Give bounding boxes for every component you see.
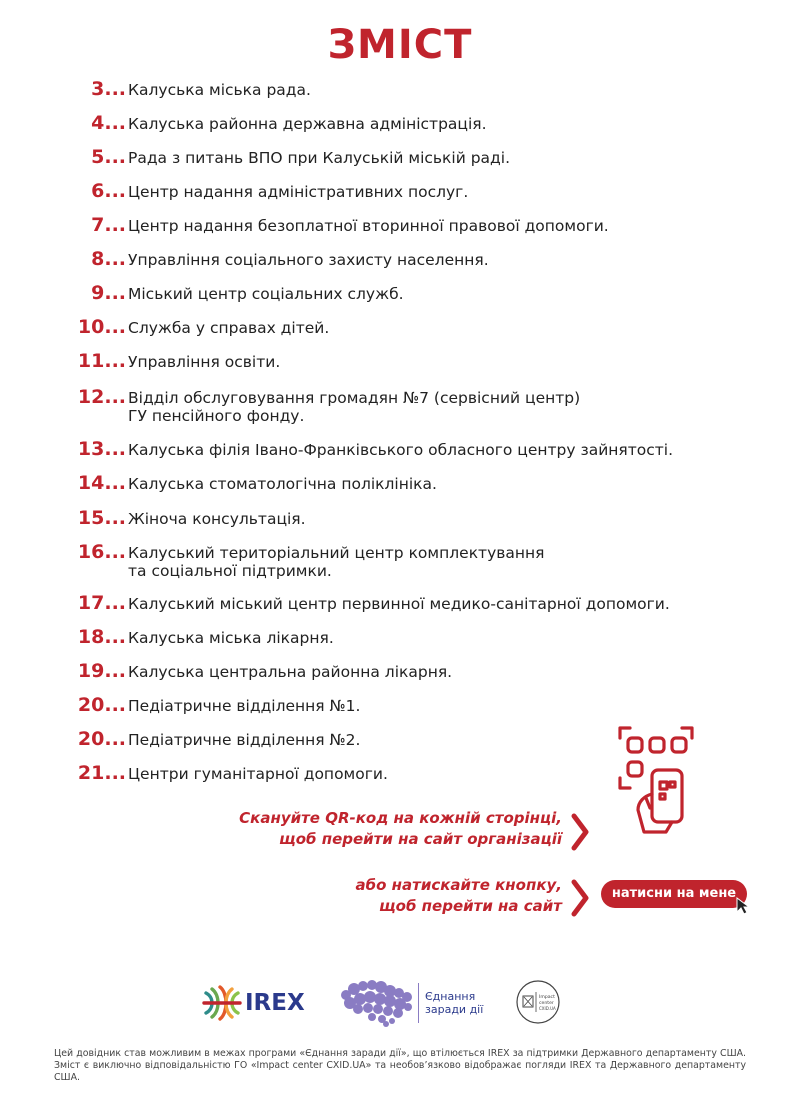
toc-page-number: 3... xyxy=(91,78,126,100)
toc-item[interactable] xyxy=(0,694,720,716)
toc-label: Калуська районна державна адміністрація. xyxy=(128,115,487,133)
toc-page-number: 21... xyxy=(77,762,126,784)
toc-item[interactable] xyxy=(0,248,720,270)
toc-label: Центр надання адміністративних послуг. xyxy=(128,183,469,201)
logo-divider xyxy=(418,983,419,1023)
toc-item[interactable] xyxy=(0,660,720,682)
toc-page-number: 13... xyxy=(77,438,126,460)
page-title: ЗМІСТ xyxy=(327,22,473,68)
toc-label: Калуський територіальний центр комплектування та соціальної підтримки. xyxy=(128,544,545,580)
toc-label: Педіатричне відділення №2. xyxy=(128,731,361,749)
toc-page-number: 16... xyxy=(77,541,126,563)
toc-item[interactable] xyxy=(0,541,720,580)
toc-page-number: 17... xyxy=(77,592,126,614)
toc-item[interactable] xyxy=(0,214,720,236)
qr-instruction-line: щоб перейти на сайт організації xyxy=(279,830,562,848)
toc-label: Управління соціального захисту населення. xyxy=(128,251,489,269)
toc-item[interactable] xyxy=(0,350,720,372)
toc-page-number: 8... xyxy=(91,248,126,270)
toc-page-number: 5... xyxy=(91,146,126,168)
toc-page-number: 18... xyxy=(77,626,126,648)
toc-page-number: 12... xyxy=(77,386,126,408)
toc-page-number: 6... xyxy=(91,180,126,202)
toc-label: Калуська центральна районна лікарня. xyxy=(128,663,453,681)
toc-label: Рада з питань ВПО при Калуській міській раді. xyxy=(128,149,510,167)
toc-item[interactable] xyxy=(0,472,720,494)
toc-item[interactable] xyxy=(0,762,720,784)
toc-item[interactable] xyxy=(0,507,720,529)
toc-label: Центри гуманітарної допомоги. xyxy=(128,765,388,783)
toc-label: Калуська міська рада. xyxy=(128,81,311,99)
unity-logo-text xyxy=(425,990,483,1016)
toc-label: Управління освіти. xyxy=(128,353,281,371)
toc-item[interactable] xyxy=(0,626,720,648)
disclaimer-text: Цей довідник став можливим в межах програми «Єднання заради дії», що втілюється IREX за підтримки Державного департаменту США. Зміст є виключно відповідальністю ГО «Impact center CXID.UA» та необов’язково відображає погляди IREX та Державного департаменту США. xyxy=(54,1048,746,1083)
partner-logos xyxy=(0,975,800,1035)
toc-item[interactable] xyxy=(0,282,720,304)
unity-logo-line: Єднання xyxy=(425,990,476,1003)
toc-page-number: 15... xyxy=(77,507,126,529)
toc-label: Калуська міська лікарня. xyxy=(128,629,334,647)
seal-text: center xyxy=(539,1001,554,1006)
toc-item[interactable] xyxy=(0,386,720,425)
toc-item[interactable] xyxy=(0,146,720,168)
irex-logo-mark xyxy=(200,983,244,1023)
qr-instruction-line: Скануйте QR-код на кожній сторінці, xyxy=(239,809,562,827)
toc-label: Калуська стоматологічна поліклініка. xyxy=(128,475,437,493)
qr-phone-icon xyxy=(616,722,696,840)
toc-page-number: 19... xyxy=(77,660,126,682)
toc-item[interactable] xyxy=(0,316,720,338)
press-me-button[interactable]: натисни на мене xyxy=(601,880,747,908)
irex-logo-text: IREX xyxy=(245,990,305,1016)
toc-item[interactable] xyxy=(0,728,720,750)
seal-text: CXID.UA xyxy=(539,1006,556,1011)
chevron-right-icon xyxy=(570,878,590,918)
toc-item[interactable] xyxy=(0,112,720,134)
toc-page-number: 14... xyxy=(77,472,126,494)
button-instruction-line: щоб перейти на сайт xyxy=(379,897,562,915)
toc-label: Педіатричне відділення №1. xyxy=(128,697,361,715)
toc-page-number: 11... xyxy=(77,350,126,372)
toc-page-number: 20... xyxy=(77,694,126,716)
qr-instruction xyxy=(239,808,562,850)
toc-label: Жіноча консультація. xyxy=(128,510,306,528)
unity-logo-line: заради дії xyxy=(425,1003,484,1016)
toc-item[interactable] xyxy=(0,180,720,202)
chevron-right-icon xyxy=(570,812,590,852)
toc-label: Відділ обслуговування громадян №7 (сервісний центр) ГУ пенсійного фонду. xyxy=(128,389,581,425)
toc-page-number: 10... xyxy=(77,316,126,338)
toc-page-number: 4... xyxy=(91,112,126,134)
impact-center-seal-logo xyxy=(515,979,561,1025)
toc-label: Центр надання безоплатної вторинної правової допомоги. xyxy=(128,217,609,235)
toc-label: Калуська філія Івано-Франківського обласного центру зайнятості. xyxy=(128,441,674,459)
toc-label: Служба у справах дітей. xyxy=(128,319,330,337)
toc-page-number: 7... xyxy=(91,214,126,236)
toc-page-number: 20... xyxy=(77,728,126,750)
toc-item[interactable] xyxy=(0,78,720,100)
toc-page-number: 9... xyxy=(91,282,126,304)
cursor-icon xyxy=(735,896,753,916)
seal-text: Impact xyxy=(539,995,555,1000)
button-instruction-line: або натискайте кнопку, xyxy=(355,876,562,894)
button-instruction xyxy=(356,875,562,917)
ukraine-map-logo xyxy=(336,977,416,1029)
toc-item[interactable] xyxy=(0,592,720,614)
toc-item[interactable] xyxy=(0,438,720,460)
toc-label: Міський центр соціальних служб. xyxy=(128,285,404,303)
toc-label: Калуський міський центр первинної медико-санітарної допомоги. xyxy=(128,595,670,613)
